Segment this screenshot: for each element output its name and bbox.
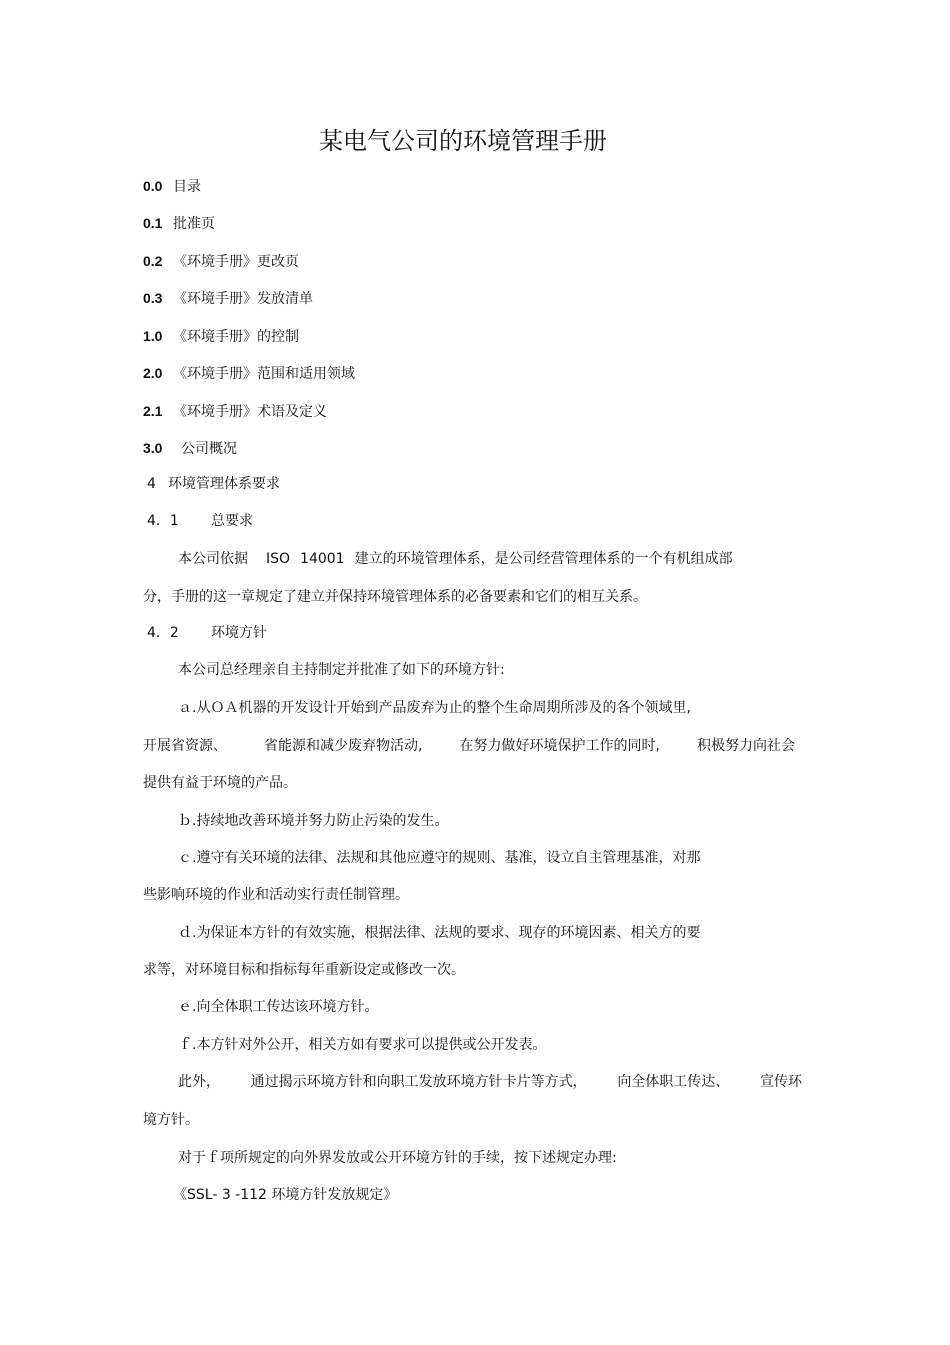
toc-label: 《环境手册》范围和适用领域 xyxy=(173,366,355,382)
policy-item-e: ｅ.向全体职工传达该环境方针。 xyxy=(178,999,379,1015)
reference-document: 《SSL- 3 -112 环境方针发放规定》 xyxy=(173,1187,398,1203)
toc-label: 《环境手册》更改页 xyxy=(173,254,299,270)
subsection-number: 4．2 xyxy=(147,625,179,641)
text-segment: 宣传环 xyxy=(759,1074,802,1090)
paragraph-line xyxy=(178,549,733,569)
section-label: 环境管理体系要求 xyxy=(168,476,280,492)
text-segment: 建立的环境管理体系，是公司经营管理体系的一个有机组成部 xyxy=(354,551,733,567)
text-segment: 省能源和减少废弃物活动, xyxy=(264,738,423,754)
paragraph-line xyxy=(143,736,795,756)
paragraph-line: 提供有益于环境的产品。 xyxy=(143,775,297,791)
toc-label: 《环境手册》术语及定义 xyxy=(173,404,327,420)
paragraph-line: 些影响环境的作业和活动实行责任制管理。 xyxy=(143,887,409,903)
toc-number: 1.0 xyxy=(143,328,163,344)
toc-number: 0.3 xyxy=(143,290,163,306)
toc-item xyxy=(143,401,327,422)
subsection-heading xyxy=(147,511,253,531)
section-number: 4 xyxy=(147,476,156,492)
toc-number: 0.0 xyxy=(143,178,163,194)
toc-item xyxy=(143,438,237,459)
toc-label: 《环境手册》的控制 xyxy=(173,329,299,345)
toc-item xyxy=(143,251,299,272)
toc-item xyxy=(143,176,201,197)
toc-item xyxy=(143,363,355,384)
paragraph-line: 境方针。 xyxy=(143,1112,199,1128)
paragraph-line xyxy=(178,1072,802,1092)
text-segment: 积极努力向社会 xyxy=(697,738,795,754)
text-segment: 本公司依据 xyxy=(178,551,248,567)
section-heading xyxy=(147,474,280,494)
document-title: 某电气公司的环境管理手册 xyxy=(319,127,607,155)
toc-label: 《环境手册》发放清单 xyxy=(173,291,313,307)
text-segment: ISO xyxy=(266,551,291,567)
toc-label: 公司概况 xyxy=(181,441,237,457)
text-segment: 14001 xyxy=(300,551,345,567)
subsection-number: 4．1 xyxy=(147,513,179,529)
toc-item xyxy=(143,288,313,309)
policy-item-f: ｆ.本方针对外公开，相关方如有要求可以提供或公开发表。 xyxy=(178,1037,547,1053)
text-segment: 通过揭示环境方针和向职工发放环境方针卡片等方式， xyxy=(250,1074,587,1090)
text-segment: 此外， xyxy=(178,1074,220,1090)
toc-item xyxy=(143,213,215,234)
toc-number: 0.1 xyxy=(143,215,163,231)
paragraph-line: 本公司总经理亲自主持制定并批准了如下的环境方针: xyxy=(178,662,505,678)
text-segment: 向全体职工传达、 xyxy=(617,1074,730,1090)
toc-label: 目录 xyxy=(173,179,201,195)
paragraph-line: 求等，对环境目标和指标每年重新设定或修改一次。 xyxy=(143,962,465,978)
toc-number: 3.0 xyxy=(143,440,163,456)
subsection-label: 环境方针 xyxy=(211,625,267,641)
subsection-heading xyxy=(147,623,267,643)
toc-item xyxy=(143,326,299,347)
policy-item-d: ｄ.为保证本方针的有效实施，根据法律、法规的要求、现存的环境因素、相关方的要 xyxy=(178,925,701,941)
paragraph-line: 分，手册的这一章规定了建立并保持环境管理体系的必备要素和它们的相互关系。 xyxy=(143,589,647,605)
paragraph-line: 对于ｆ项所规定的向外界发放或公开环境方针的手续，按下述规定办理: xyxy=(178,1150,617,1166)
toc-label: 批准页 xyxy=(173,216,215,232)
toc-number: 2.0 xyxy=(143,365,163,381)
policy-item-c: ｃ.遵守有关环境的法律、法规和其他应遵守的规则、基准，设立自主管理基准，对那 xyxy=(178,850,701,866)
toc-number: 0.2 xyxy=(143,253,163,269)
text-segment: 在努力做好环境保护工作的同时, xyxy=(459,738,660,754)
toc-number: 2.1 xyxy=(143,403,163,419)
text-segment: 开展省资源、 xyxy=(143,738,227,754)
subsection-label: 总要求 xyxy=(211,513,253,529)
policy-item-b: ｂ.持续地改善环境并努力防止污染的发生。 xyxy=(178,813,449,829)
policy-item-a: ａ.从ＯＡ机器的开发设计开始到产品废弃为止的整个生命周期所涉及的各个领域里, xyxy=(178,700,691,716)
